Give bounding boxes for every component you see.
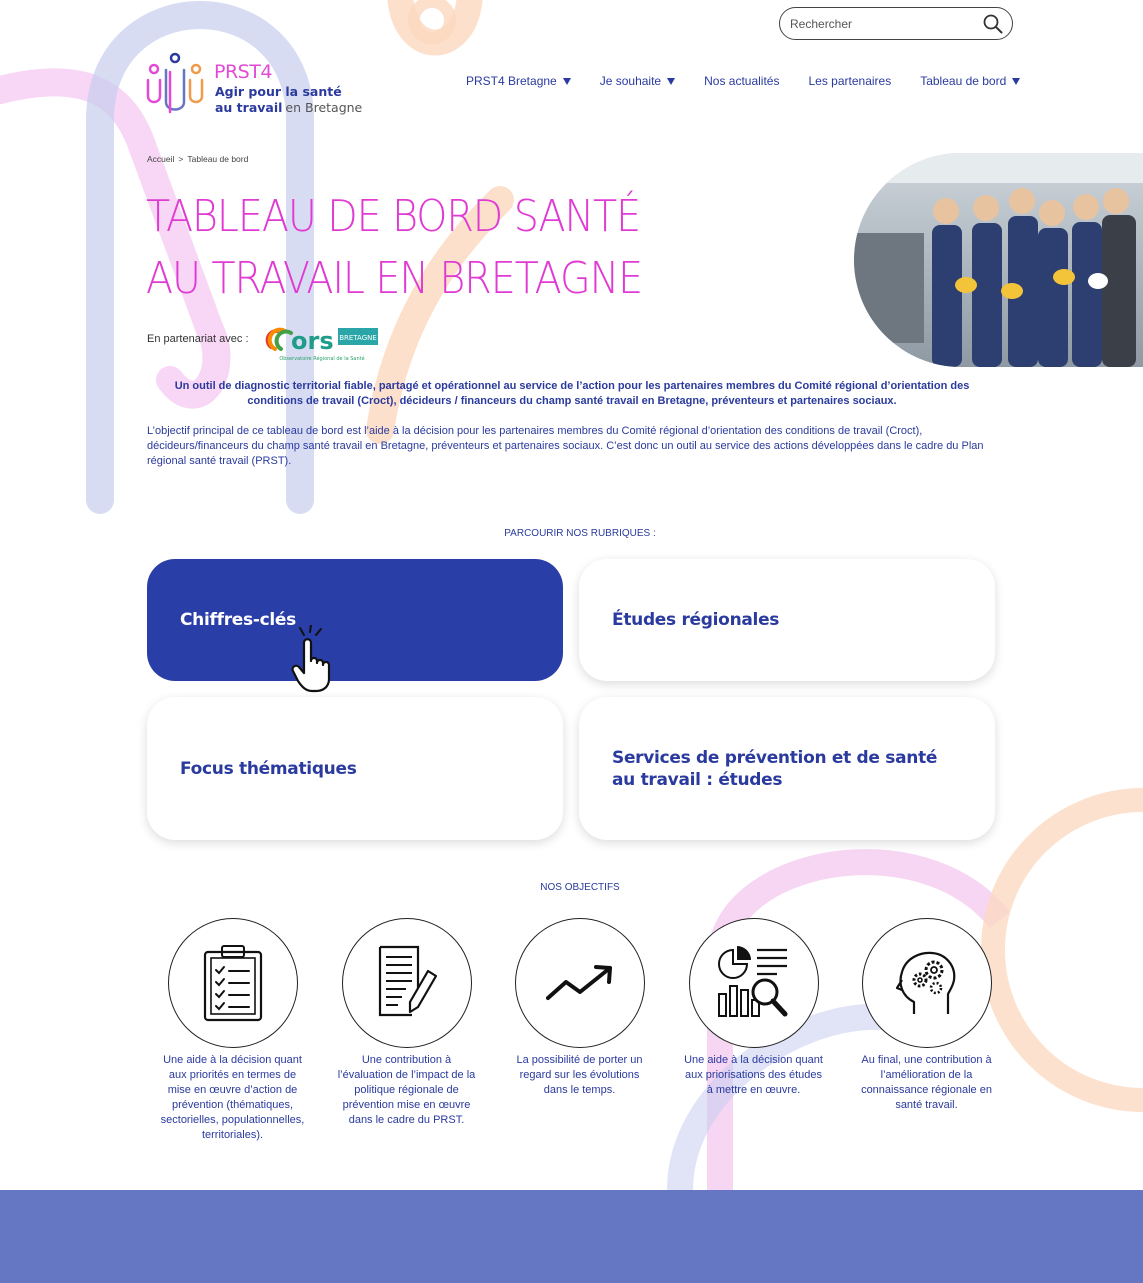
objective-text: La possibilité de porter un regard sur les évolutions dans le temps. bbox=[516, 1054, 643, 1096]
clipboard-checklist-icon bbox=[198, 944, 268, 1022]
card-label: Chiffres-clés bbox=[180, 610, 296, 630]
analytics-magnifier-icon bbox=[717, 946, 791, 1020]
card-chiffres-cles[interactable] bbox=[147, 559, 563, 681]
page-title: TABLEAU DE BORD SANTÉ AU TRAVAIL EN BRETAGNE bbox=[146, 191, 643, 304]
search-box[interactable] bbox=[779, 7, 1013, 40]
breadcrumb-current: Tableau de bord bbox=[187, 154, 249, 164]
intro-body: L’objectif principal de ce tableau de bord est l’aide à la décision pour les partenaires membres du Comité régional d’orientation des conditions de travail (Croct), décideurs/financeurs du champ santé travail en Bretagne, préventeurs et partenaires sociaux. C’est donc un outil au service des actions développées dans le cadre du Plan régional santé travail (PRST). bbox=[147, 425, 984, 467]
nav-item-actualites[interactable]: Nos actualités bbox=[704, 74, 780, 88]
main-nav bbox=[466, 72, 1049, 90]
site-logo[interactable] bbox=[146, 52, 366, 122]
objective-item bbox=[681, 918, 826, 1098]
card-etudes-regionales[interactable] bbox=[579, 559, 995, 681]
head-gears-icon bbox=[896, 950, 958, 1016]
hero-workers-image bbox=[854, 153, 1143, 367]
objective-icon-circle bbox=[342, 918, 472, 1048]
logo-tagline: Agir pour la santé bbox=[215, 84, 342, 99]
objectifs-heading: NOS OBJECTIFS bbox=[540, 882, 620, 893]
objective-item bbox=[160, 918, 305, 1143]
trend-up-icon bbox=[544, 962, 616, 1004]
intro-lead: Un outil de diagnostic territorial fiable, partagé et opérationnel au service de l’action pour les partenaires membres du Comité régional d’orientation des conditions de travail (Croct), décideurs / financeurs du champ santé travail en Bretagne, préventeurs et partenaires sociaux. bbox=[174, 380, 970, 407]
objective-text: Une contribution à l’évaluation de l’impact de la politique régionale de prévention mise en œuvre dans le cadre du PRST. bbox=[337, 1054, 476, 1126]
nav-item-partenaires[interactable]: Les partenaires bbox=[808, 74, 892, 88]
ors-logo-text: ors bbox=[291, 327, 334, 355]
card-label: Focus thématiques bbox=[180, 758, 357, 779]
card-label: Études régionales bbox=[612, 610, 780, 630]
rubriques-heading: PARCOURIR NOS RUBRIQUES : bbox=[504, 528, 656, 539]
objective-item bbox=[507, 918, 652, 1098]
logo-region: en Bretagne bbox=[285, 100, 363, 115]
logo-brand: PRST4 bbox=[214, 61, 272, 83]
nav-item-prst4-bretagne[interactable]: PRST4 Bretagne bbox=[466, 74, 571, 88]
footer bbox=[0, 1190, 1143, 1283]
card-services-prevention[interactable] bbox=[579, 697, 995, 840]
partner-label: En partenariat avec : bbox=[147, 333, 249, 345]
objective-icon-circle bbox=[862, 918, 992, 1048]
ors-bretagne-logo[interactable] bbox=[265, 323, 379, 363]
nav-item-tableau-de-bord[interactable]: Tableau de bord bbox=[920, 74, 1020, 88]
objective-item bbox=[334, 918, 479, 1128]
objective-text: Une aide à la décision quant aux priorités en termes de mise en œuvre d’action de prévention (thématiques, sectorielles, populationnelles, territoriales). bbox=[160, 1054, 305, 1141]
ors-logo-caption: Observatoire Régional de la Santé bbox=[279, 356, 365, 362]
breadcrumb bbox=[147, 154, 248, 164]
objective-icon-circle bbox=[689, 918, 819, 1048]
search-input[interactable] bbox=[790, 14, 970, 33]
breadcrumb-separator: > bbox=[178, 154, 184, 164]
objective-icon-circle bbox=[515, 918, 645, 1048]
objective-icon-circle bbox=[168, 918, 298, 1048]
card-focus-thematiques[interactable] bbox=[147, 697, 563, 840]
nav-item-je-souhaite[interactable]: Je souhaite bbox=[600, 74, 675, 88]
objective-text: Au final, une contribution à l’amélioration de la connaissance régionale en santé travail. bbox=[861, 1054, 992, 1111]
caret-down-icon bbox=[1012, 78, 1020, 85]
card-label: Services de prévention et de santé au travail : études bbox=[612, 747, 938, 790]
hand-pointer-cursor-icon bbox=[290, 625, 342, 693]
breadcrumb-home[interactable]: Accueil bbox=[147, 154, 175, 164]
ors-logo-region: BRETAGNE bbox=[339, 334, 377, 342]
search-icon[interactable] bbox=[982, 13, 1004, 35]
objective-text: Une aide à la décision quant aux priorisations des études à mettre en œuvre. bbox=[684, 1054, 823, 1096]
caret-down-icon bbox=[563, 78, 571, 85]
logo-figures-icon bbox=[146, 52, 204, 118]
document-pen-icon bbox=[372, 945, 442, 1021]
objective-item bbox=[854, 918, 999, 1113]
caret-down-icon bbox=[667, 78, 675, 85]
logo-tagline-2: au travail en Bretagne bbox=[215, 100, 363, 115]
